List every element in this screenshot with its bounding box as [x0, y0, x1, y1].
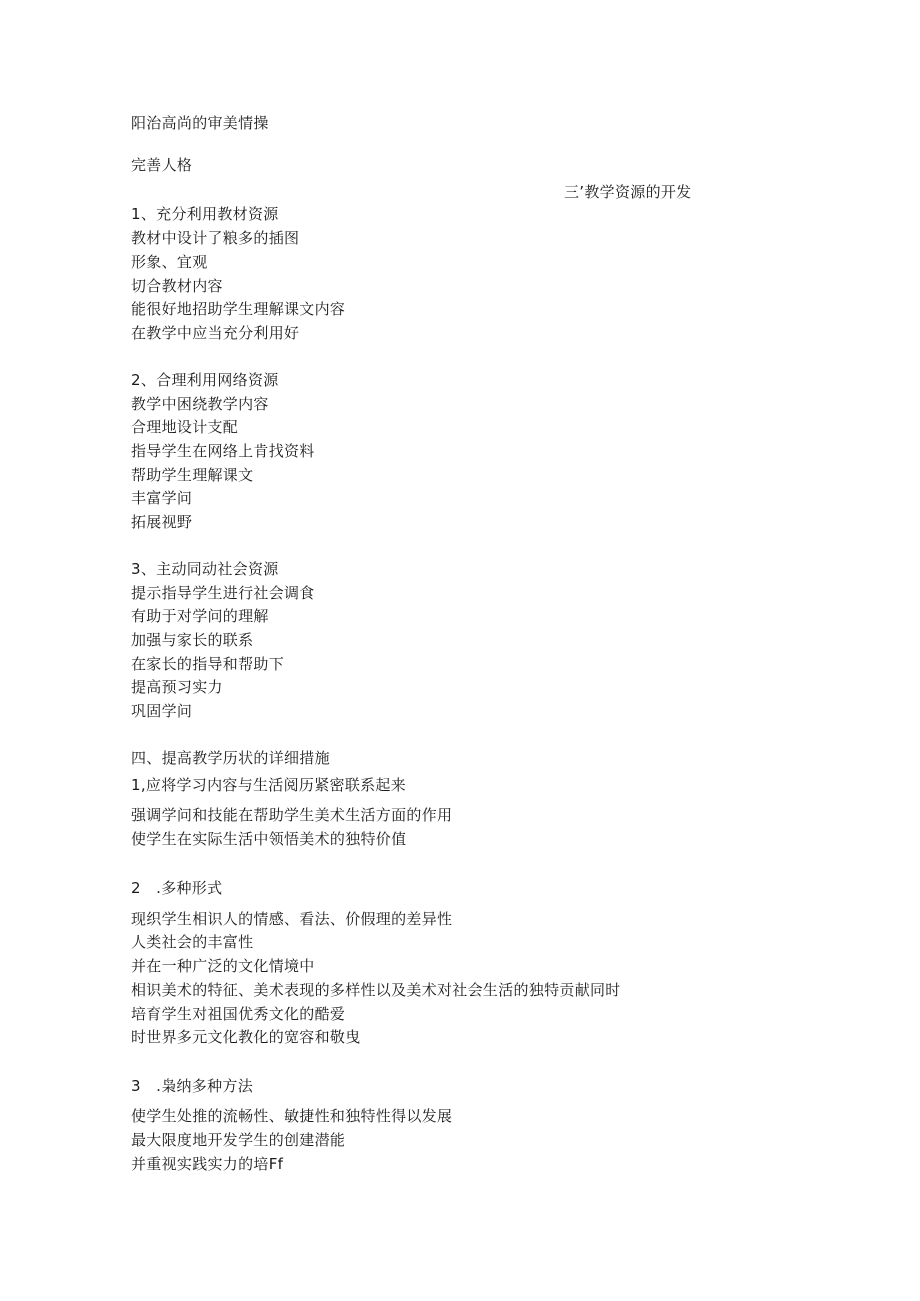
section-heading: 1、充分利用教材资源	[131, 205, 279, 223]
text-line: 相识美术的特征、美术表现的多样性以及美术对社会生活的独特贡献同时	[131, 981, 621, 999]
text-line: 提示指导学生进行社会调食	[131, 584, 315, 602]
section-heading: 四、提高教学历状的详细措施	[131, 749, 330, 767]
text-line: 培育学生对祖国优秀文化的酷爱	[131, 1005, 346, 1023]
section-heading: 三’教学资源的开发	[564, 183, 692, 201]
text-line: 时世界多元文化教化的宽容和敬曳	[131, 1028, 361, 1046]
text-line: 教材中设计了粮多的插图	[131, 229, 300, 247]
text-line: 使学生在实际生活中领悟美术的独特价值	[131, 830, 407, 848]
text-line: 合理地设计支配	[131, 418, 239, 436]
text-line: 提高预习实力	[131, 678, 223, 696]
text-line: 指导学生在网络上肯找资料	[131, 442, 315, 460]
text-line: 拓展视野	[131, 513, 193, 531]
section-heading: 3 .枭纳多种方法	[131, 1077, 254, 1095]
text-line: 巩固学问	[131, 702, 193, 720]
text-line: 使学生处推的流畅性、敏捷性和独特性得以发展	[131, 1107, 453, 1125]
text-line: 1,应将学习内容与生活阅历紧密联系起来	[131, 776, 407, 794]
text-line: 有助于对学问的理解	[131, 607, 269, 625]
text-line: 完善人格	[131, 156, 193, 174]
text-line: 并重视实践实力的培Ff	[131, 1155, 284, 1173]
text-line: 教学中困绕教学内容	[131, 395, 269, 413]
text-line: 加强与家长的联系	[131, 631, 254, 649]
text-line: 在教学中应当充分利用好	[131, 324, 300, 342]
section-heading: 3、主动同动社会资源	[131, 560, 279, 578]
text-line: 人类社会的丰富性	[131, 933, 254, 951]
text-line: 切合教材内容	[131, 277, 223, 295]
text-line: 并在一种广泛的文化情境中	[131, 957, 315, 975]
text-line: 能很好地招助学生理解课文内容	[131, 300, 346, 318]
text-line: 在家长的指导和帮助下	[131, 655, 285, 673]
text-line: 强调学问和技能在帮助学生美术生活方面的作用	[131, 806, 453, 824]
text-line: 丰富学问	[131, 489, 193, 507]
text-line: 最大限度地开发学生的创建潜能	[131, 1131, 346, 1149]
section-heading: 2 .多种形式	[131, 879, 223, 897]
section-heading: 2、合理利用网络资源	[131, 371, 279, 389]
text-line: 帮助学生理解课文	[131, 466, 254, 484]
text-line: 形象、宜观	[131, 253, 208, 271]
text-line: 阳治高尚的审美情操	[131, 114, 269, 132]
text-line: 现织学生相识人的情感、看法、价假理的差异性	[131, 910, 453, 928]
